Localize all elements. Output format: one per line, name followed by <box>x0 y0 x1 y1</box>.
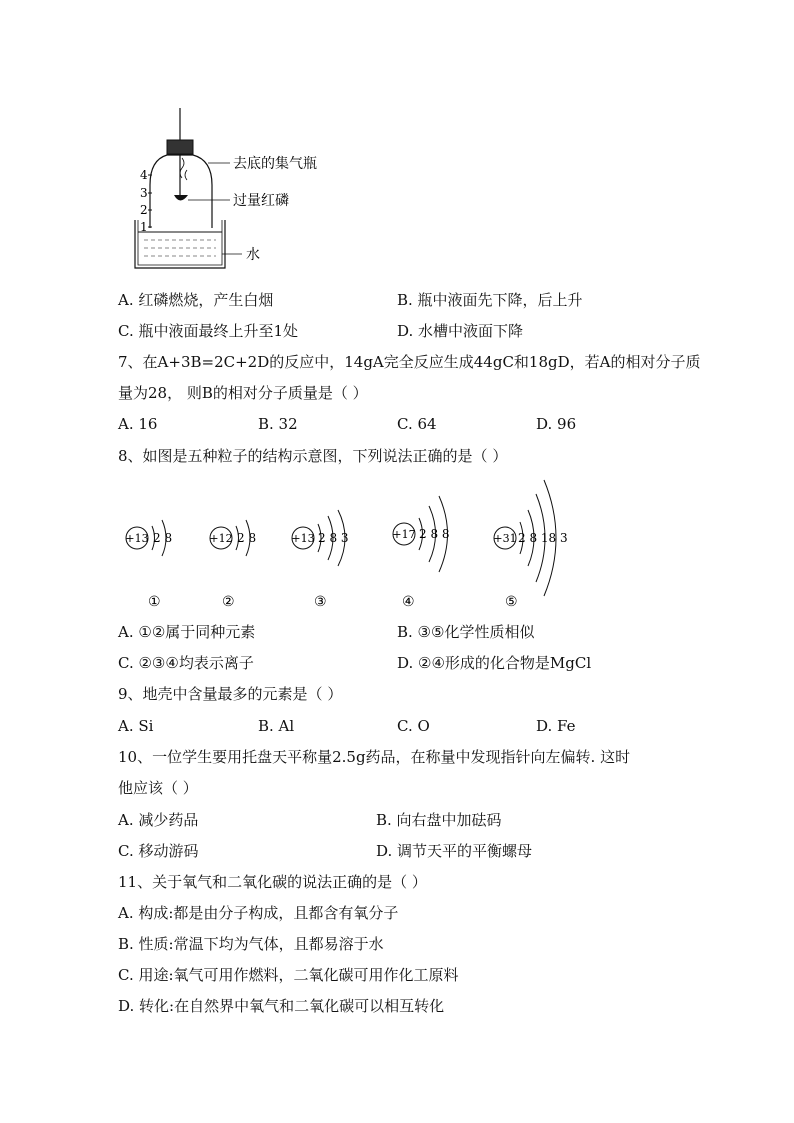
q8-option-a: A. ①②属于同种元素 <box>118 623 256 641</box>
q9-stem: 9、地壳中含量最多的元素是（ ） <box>118 685 343 703</box>
q8-stem: 8、如图是五种粒子的结构示意图，下列说法正确的是（ ） <box>118 447 508 465</box>
scale-3: 3 <box>140 186 148 200</box>
particle-diagrams <box>110 478 580 613</box>
q10-option-d: D. 调节天平的平衡螺母 <box>376 842 533 860</box>
q10-option-a: A. 减少药品 <box>118 811 199 829</box>
q7-option-c: C. 64 <box>397 415 437 433</box>
particle-2 <box>209 520 256 610</box>
q9-option-a: A. Si <box>118 717 154 735</box>
q9-option-c: C. O <box>397 717 430 735</box>
particle-4 <box>392 496 449 610</box>
particle-5 <box>493 480 567 610</box>
q7-option-b: B. 32 <box>258 415 298 433</box>
scale-2: 2 <box>140 203 148 217</box>
scale-1: 1 <box>140 220 148 234</box>
svg-text:①: ① <box>148 594 161 610</box>
q10-stem-line1: 10、一位学生要用托盘天平称量2.5g药品，在称量中发现指针向左偏转. 这时 <box>118 748 631 766</box>
svg-text:④: ④ <box>402 594 415 610</box>
label-water: 水 <box>246 247 260 263</box>
q9-option-d: D. Fe <box>536 717 576 735</box>
particle-3 <box>291 510 348 610</box>
q11-option-c: C. 用途:氧气可用作燃料，二氧化碳可用作化工原料 <box>118 966 459 984</box>
q11-stem: 11、关于氧气和二氧化碳的说法正确的是（ ） <box>118 873 427 891</box>
svg-text:2 8: 2 8 <box>237 531 257 545</box>
q8-option-d: D. ②④形成的化合物是MgCl <box>397 654 592 672</box>
svg-text:2 8 8: 2 8 8 <box>419 527 450 541</box>
q7-option-a: A. 16 <box>118 415 158 433</box>
q6-option-c: C. 瓶中液面最终上升至1处 <box>118 322 299 340</box>
q7-stem-line1: 7、在A+3B=2C+2D的反应中，14gA完全反应生成44gC和18gD，若A的相对分子质 <box>118 353 701 371</box>
q9-option-b: B. Al <box>258 717 295 735</box>
svg-text:②: ② <box>222 594 235 610</box>
svg-text:+31: +31 <box>493 532 517 545</box>
svg-text:③: ③ <box>314 594 327 610</box>
q6-option-a: A. 红磷燃烧，产生白烟 <box>118 291 274 309</box>
q8-option-b: B. ③⑤化学性质相似 <box>397 623 535 641</box>
q6-option-b: B. 瓶中液面先下降，后上升 <box>397 291 583 309</box>
q8-option-c: C. ②③④均表示离子 <box>118 654 254 672</box>
apparatus-figure <box>120 100 360 275</box>
svg-text:+12: +12 <box>209 532 233 545</box>
q7-stem-line2: 量为28， 则B的相对分子质量是（ ） <box>118 384 368 402</box>
q10-option-b: B. 向右盘中加砝码 <box>376 811 502 829</box>
label-bottle: 去底的集气瓶 <box>233 156 317 172</box>
svg-text:⑤: ⑤ <box>505 594 518 610</box>
q11-option-b: B. 性质:常温下均为气体，且都易溶于水 <box>118 935 384 953</box>
particle-1 <box>125 520 172 610</box>
q11-option-d: D. 转化:在自然界中氧气和二氧化碳可以相互转化 <box>118 997 445 1015</box>
q7-option-d: D. 96 <box>536 415 577 433</box>
label-phosphorus: 过量红磷 <box>233 193 289 209</box>
scale-4: 4 <box>140 168 148 182</box>
svg-text:+13: +13 <box>291 532 315 545</box>
q10-stem-line2: 他应该（ ） <box>118 779 198 797</box>
q10-option-c: C. 移动游码 <box>118 842 199 860</box>
svg-text:+13: +13 <box>125 532 149 545</box>
q6-option-d: D. 水槽中液面下降 <box>397 322 524 340</box>
svg-text:+17: +17 <box>392 528 416 541</box>
svg-text:2 8 3: 2 8 3 <box>318 531 349 545</box>
svg-text:2 8 18 3: 2 8 18 3 <box>518 531 568 545</box>
q11-option-a: A. 构成:都是由分子构成，且都含有氧分子 <box>118 904 399 922</box>
svg-text:2 8: 2 8 <box>153 531 173 545</box>
